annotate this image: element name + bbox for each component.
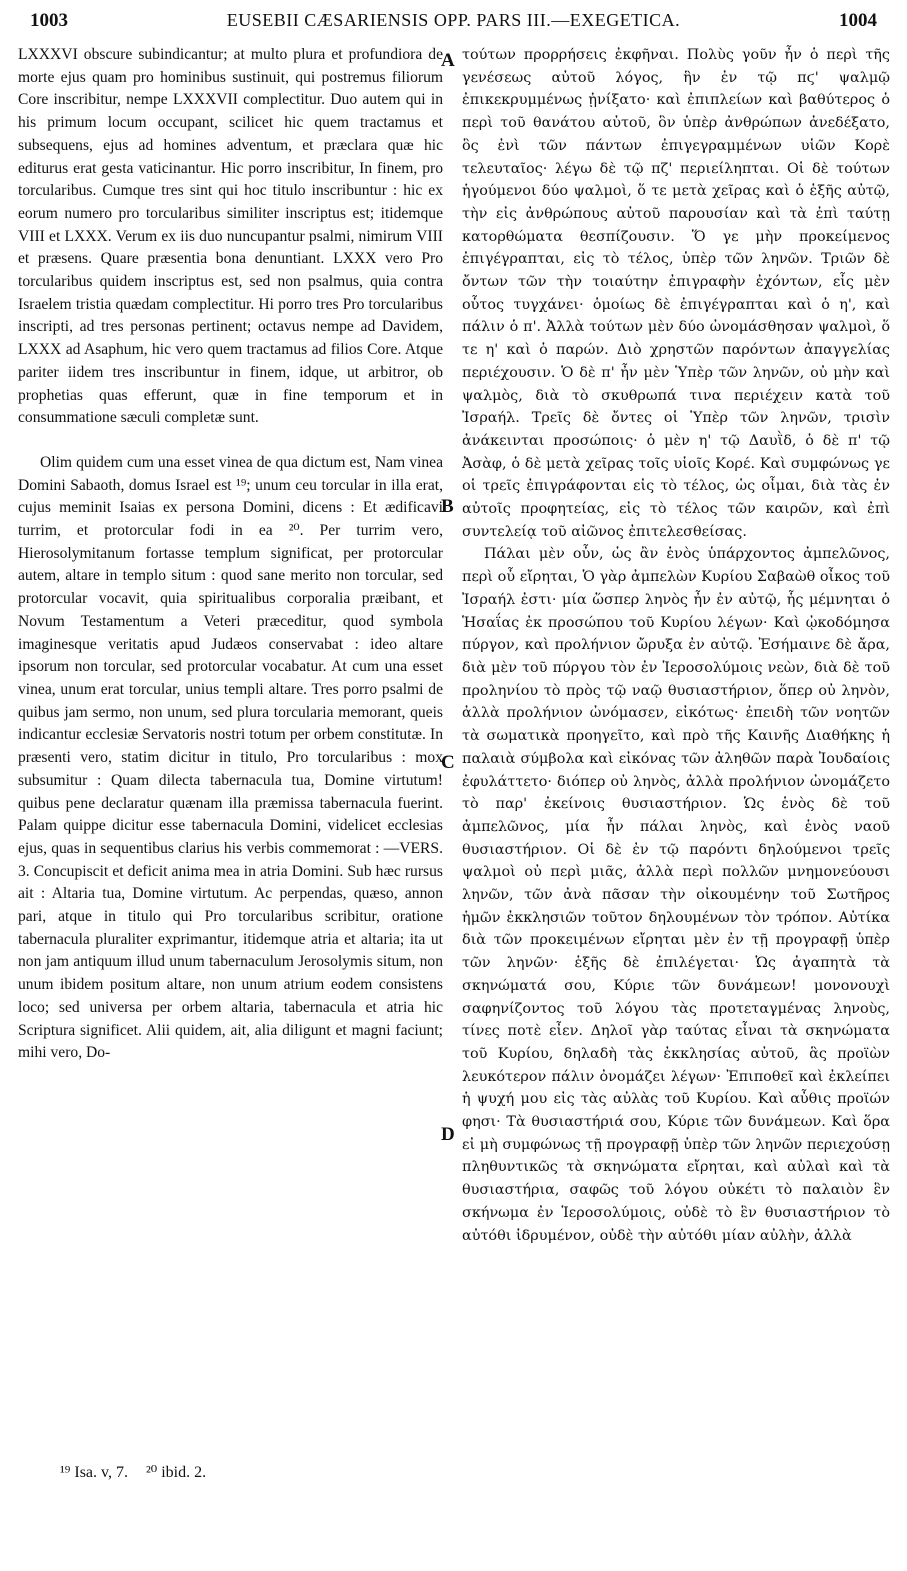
latin-paragraph: Olim quidem cum una esset vinea de qua dictum est, Nam vinea Domini Sabaoth, domus Israel est ¹⁹; unum ceu torcular in illa erat, cujus meminit Isaias ex persona Domini, dicens : Et ædificavi turrim, et protorcular fodi in ea ²⁰. Per turrim vero, Hierosolymitanum fortasse templum significat, per protorcular autem, altare in templo situm : quod sane merito non torcular, sed protorcular vocavit, quia spiritualibus corporalia præibant, et Novum Testamentum a Veteri præceditur, quod symbola imaginesque veritatis apud Judæos conservabat : ideo altare ipsorum non torcular, sed protorcular vocabatur. At cum una esset vinea, unum erat torcular, unius templi altare. Tres porro psalmi de quibus jam sermo, non unum, sed plura torcularia memorant, queis indicantur ecclesiæ Servatoris nostri totum per orbem constitutæ. In præsenti vero, statim dicitur in titulo, Pro torcularibus : mox subsumitur : Quam dilecta tabernacula tua, Domine virtutum! quibus pene declaratur quænam illa præmissa tabernacula fuerint. Palam quippe dicitur esse tabernacula Domini, videlicet ecclesias ejus, quas in sequentibus clarius his verbis commemorat : —VERS. 3. Concupiscit et deficit anima mea in atria Domini. Sub hæc rursus ait : Altaria tua, Domine virtutum. Ac perpendas, quæso, annon pari, atque in titulo qui Pro torcularibus scribitur, oratione tabernacula pluraliter exprimantur, itidemque atria et altaria; ita ut non jam antiquum illud unum tabernaculum Jerosolymis situm, non unum ibidem positum altare, non unum atrium eodem consistens loco; sed universa per orbem altaria, tabernacula et atria hic Scriptura significet. Alii quidem, ait, alia diligunt et magni faciunt; mihi vero, Do- bbox=[18, 453, 443, 1062]
latin-column bbox=[18, 44, 443, 1065]
greek-column bbox=[462, 44, 890, 1247]
page-number-left: 1003 bbox=[30, 10, 68, 31]
running-title: EUSEBII CÆSARIENSIS OPP. PARS III.—EXEGETICA. bbox=[226, 10, 681, 30]
margin-letter-c: C bbox=[441, 752, 455, 773]
margin-letter-a: A bbox=[441, 50, 455, 71]
latin-paragraph: LXXXVI obscure subindicantur; at multo plura et profundiora de morte ejus quam pro hominibus sustinuit, qui postremus filiorum Core inscribitur, nempe LXXXVII complectitur. Duo autem qui in his primum locum occupant, scilicet hic quem tractamus et subsequens, ejus ad homines adventum, et præclara quæ hic editurus erat gesta vaticinantur. Hic porro inscribitur, In finem, pro torcularibus. Cumque tres sint qui hoc titulo inscribuntur : hic ex eorum numero pro torcularibus similiter inscriptus est; itidemque VIII et LXXX. Verum ex iis duo nuncupantur psalmi, nimirum VIII et præsens. Quare præsentia bona denuntiant. LXXX vero Pro torcularibus quidem inscriptus est, sed non psalmus, quia contra Israelem tristia quædam complectitur. Hi porro tres Pro torcularibus inscripti, ad tres personas pertinent; octavus nempe ad Davidem, LXXX ad Asaphum, hic vero quem tractamus ad filios Core. Atque pariter iidem tres inscribuntur in finem, idque, ut arbitror, ob prophetias quas efferunt, quæ in fine temporum et in consummatione sæculi completæ sunt. bbox=[18, 46, 443, 427]
footnote: ¹⁹ Isa. v, 7. bbox=[60, 1464, 128, 1481]
greek-paragraph: τούτων προρρήσεις ἐκφῆναι. Πολὺς γοῦν ἦν ὁ περὶ τῆς γενέσεως αὐτοῦ λόγος, ἣν ἐν τῷ πϛ' ψαλμῷ ἐπικεκρυμμένως ᾐνίξατο· καὶ ἐπιπλείων καὶ βαθύτερος ὁ περὶ τοῦ θανάτου αὐτοῦ, ὃν ὑπὲρ ἀνθρώπων ἀνεδέξατο, ὃς ἐνὶ τῶν πάντων ἐπιγεγραμμένων υἱῶν Κορὲ τελευταῖος· λέγω δὲ τῷ πζ' περιείληπται. Οἱ δὲ τούτων ἡγούμενοι δύο ψαλμοὶ, ὅ τε μετὰ χεῖρας καὶ ὁ ἑξῆς αὐτῷ, τὴν εἰς ἀνθρώπους αὐτοῦ παρουσίαν καὶ τὰ ἐπὶ ταύτῃ κατορθώματα θεσπίζουσιν. Ὅ γε μὴν προκείμενος ἐπιγέγραπται, εἰς τὸ τέλος, ὑπὲρ τῶν ληνῶν. Τριῶν δὲ ὄντων τῶν τὴν τοιαύτην ἐπιγραφὴν ἐχόντων, εἷς μὲν οὗτος τυγχάνει· ὁμοίως δὲ ἐπιγέγραπται καὶ ὁ η', καὶ πάλιν ὁ π'. Ἀλλὰ τούτων μὲν δύο ὠνομάσθησαν ψαλμοὶ, ὅ τε η' καὶ ὁ παρών. Διὸ χρηστῶν παρόντων ἀπαγγελίας περιέχουσιν. Ὁ δὲ π' ἦν μὲν Ὑπὲρ τῶν ληνῶν, οὐ μὴν καὶ ψαλμὸς, διὰ τὸ σκυθρωπά τινα περιέχειν κατὰ τοῦ Ἰσραήλ. Τρεῖς δὲ ὄντες οἱ Ὑπὲρ τῶν ληνῶν, τρισὶν ἀνάκεινται προσώποις· ὁ μὲν η' τῷ Δαυῒδ, ὁ δὲ π' τῷ Ἀσὰφ, ὁ δὲ μετὰ χεῖρας τοῖς υἱοῖς Κορέ. Καὶ συμφώνως γε οἱ τρεῖς ἐπιγράφονται εἰς τὸ τέλος, ὡς οἶμαι, διὰ τὰς ἐν αὐτοῖς προφητείας, εἰς τὸ τέλος τῶν καιρῶν, καὶ ἐπὶ συντελείᾳ τοῦ αἰῶνος ἐπιτελεσθείσας. bbox=[462, 47, 890, 540]
page-number-right: 1004 bbox=[839, 10, 877, 31]
running-header bbox=[30, 10, 877, 36]
footnotes bbox=[60, 1462, 220, 1482]
margin-letter-b: B bbox=[441, 496, 454, 517]
margin-letter-d: D bbox=[441, 1124, 455, 1145]
footnote: ²⁰ ibid. 2. bbox=[146, 1464, 207, 1481]
greek-paragraph: Πάλαι μὲν οὖν, ὡς ἂν ἑνὸς ὑπάρχοντος ἀμπελῶνος, περὶ οὗ εἴρηται, Ὁ γὰρ ἀμπελὼν Κυρίου Σαβαὼθ οἶκος τοῦ Ἰσραήλ ἐστι· μία ὥσπερ ληνὸς ἦν ἐν αὐτῷ, ἧς μέμνηται ὁ Ἡσαΐας ἐκ προσώπου τοῦ Κυρίου λέγων· Καὶ ᾠκοδόμησα πύργον, καὶ προλήνιον ὤρυξα ἐν αὐτῷ. Ἐσήμαινε δὲ ἄρα, διὰ μὲν τοῦ πύργου τὸν ἐν Ἱεροσολύμοις νεὼν, διὰ δὲ τοῦ προληνίου τὸ πρὸς τῷ ναῷ θυσιαστήριον, ὅπερ οὐ ληνὸν, ἀλλὰ προλήνιον ὠνόμασεν, εἰκότως· ἐπειδὴ τῶν νοητῶν τὰ σωματικὰ προηγεῖτο, καὶ πρὸ τῆς Καινῆς Διαθήκης ἡ παλαιὰ σύμβολα καὶ εἰκόνας τῶν ἀληθῶν παρὰ Ἰουδαίοις ἐφυλάττετο· διόπερ οὐ ληνὸς, ἀλλὰ προλήνιον ὠνομάζετο τὸ παρ' ἐκείνοις θυσιαστήριον. Ὡς ἑνὸς δὲ τοῦ ἀμπελῶνος, μία ἦν πάλαι ληνὸς, καὶ ἑνὸς ναοῦ θυσιαστήριον. Οἱ δὲ ἐν τῷ παρόντι δηλούμενοι τρεῖς ψαλμοὶ οὐ περὶ μιᾶς, ἀλλὰ περὶ πολλῶν μνημονεύουσι ληνῶν, τῶν ἀνὰ πᾶσαν τὴν οἰκουμένην τοῦ Σωτῆρος ἡμῶν ἐκκλησιῶν τοῦτον δηλουμένων τὸν τρόπον. Αὐτίκα διὰ τῶν προκειμένων εἴρηται μὲν ἐν τῇ προγραφῇ ὑπὲρ τῶν ληνῶν· ἑξῆς δὲ ἐπιλέγεται· Ὡς ἀγαπητὰ τὰ σκηνώματά σου, Κύριε τῶν δυνάμεων! μονονουχὶ σαφηνίζοντος τοῦ λόγου τὰς προτεταγμένας ληνοὺς, τίνες ποτὲ εἶεν. Δηλοῖ γὰρ ταύτας εἶναι τὰ σκηνώματα τοῦ Κυρίου, δηλαδὴ τὰς ἐκκλησίας αὐτοῦ, ἃς προϊὼν λευκότερον πάλιν ὀνομάζει λέγων· Ἐπιποθεῖ καὶ ἐκλείπει ἡ ψυχή μου εἰς τὰς αὐλὰς τοῦ Κυρίου. Καὶ αὖθις προϊών φησι· Τὰ θυσιαστήριά σου, Κύριε τῶν δυνάμεων. Καὶ ὅρα εἰ μὴ συμφώνως τῇ προγραφῇ ὑπὲρ τῶν ληνῶν περιεχούσῃ πληθυντικῶς τὰ σκηνώματα εἴρηται, καὶ αὐλαὶ καὶ τὰ θυσιαστήρια, σαφῶς τοῦ λόγου οὐκέτι τὸ παλαιὸν ἓν σκήνωμα ἐν Ἱεροσολύμοις, οὐδὲ τὸ ἓν θυσιαστήριον τὸ αὐτόθι ἱδρυμένον, οὐδὲ τὴν αὐτόθι μίαν αὐλὴν, ἀλλὰ bbox=[462, 546, 890, 1244]
